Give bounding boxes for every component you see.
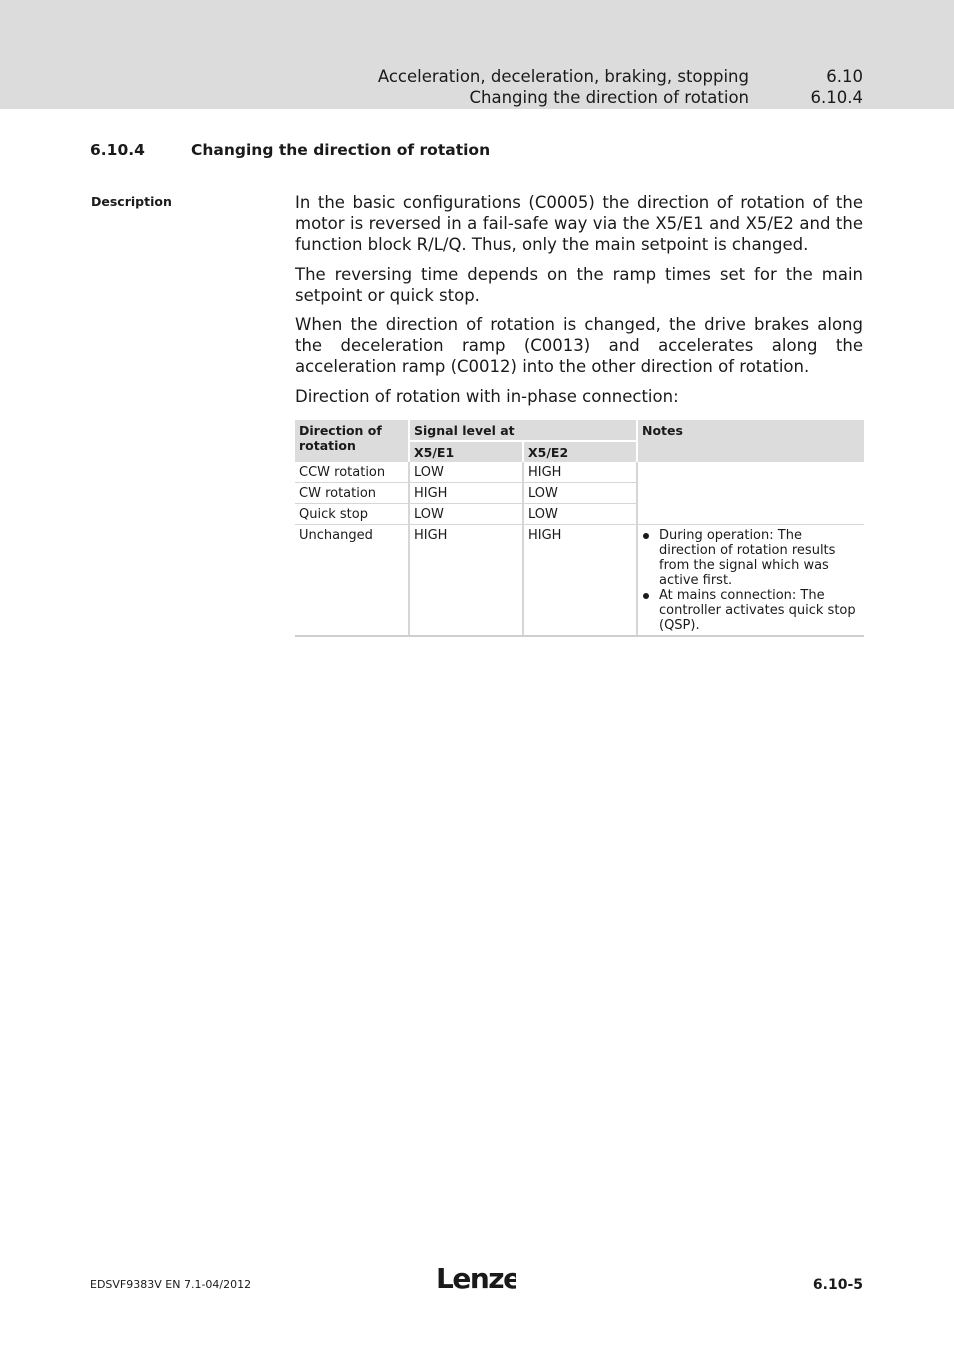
note-text: During operation: The direction of rotation results from the signal which was active first.	[659, 528, 836, 588]
cell-x5e2: HIGH	[523, 525, 637, 637]
bullet-icon	[643, 593, 649, 599]
header-section-number: 6.10.4	[810, 88, 863, 107]
cell-direction: CW rotation	[295, 483, 409, 504]
header-section-title: Changing the direction of rotation	[469, 88, 749, 107]
lenze-logo	[436, 1262, 516, 1296]
cell-notes-empty	[637, 462, 864, 525]
section-number: 6.10.4	[90, 141, 145, 159]
header-x5e1: X5/E1	[409, 441, 523, 462]
header-x5e2: X5/E2	[523, 441, 637, 462]
header-chapter-title: Acceleration, deceleration, braking, stopping	[377, 67, 749, 86]
note-text: At mains connection: The controller activates quick stop (QSP).	[659, 588, 856, 633]
cell-direction: Quick stop	[295, 504, 409, 525]
cell-notes	[637, 525, 864, 637]
paragraph-intro: In the basic configurations (C0005) the direction of rotation of the motor is reversed in a fail-safe way via the X5/E1 and X5/E2 and the function block R/L/Q. Thus, only the main setpoint is changed.	[295, 193, 863, 254]
header-notes: Notes	[637, 420, 864, 462]
header-signal-level: Signal level at	[409, 420, 637, 441]
cell-x5e1: HIGH	[409, 525, 523, 637]
cell-x5e2: LOW	[523, 504, 637, 525]
header-chapter-number: 6.10	[826, 67, 863, 86]
cell-x5e2: HIGH	[523, 462, 637, 483]
list-item	[642, 528, 860, 588]
table-row	[295, 525, 864, 637]
cell-direction: CCW rotation	[295, 462, 409, 483]
paragraph-table-caption: Direction of rotation with in-phase connection:	[295, 387, 679, 406]
paragraph-direction-change: When the direction of rotation is changed, the drive brakes along the deceleration ramp (C0013) and accelerates along the acceleration ramp (C0012) into the other direction of rotation.	[295, 315, 863, 376]
list-item	[642, 588, 860, 633]
footer-page-number: 6.10-5	[812, 1277, 863, 1293]
cell-x5e2: LOW	[523, 483, 637, 504]
cell-direction: Unchanged	[295, 525, 409, 637]
bullet-icon	[643, 533, 649, 539]
cell-x5e1: LOW	[409, 504, 523, 525]
paragraph-reversing-time: The reversing time depends on the ramp times set for the main setpoint or quick stop.	[295, 265, 863, 305]
margin-label-description: Description	[91, 194, 172, 209]
cell-x5e1: LOW	[409, 462, 523, 483]
page-header-band	[0, 0, 954, 109]
header-direction: Direction of rotation	[295, 420, 409, 462]
cell-x5e1: HIGH	[409, 483, 523, 504]
footer-document-id: EDSVF9383V EN 7.1-04/2012	[90, 1278, 252, 1291]
signal-level-table	[295, 420, 864, 637]
section-title: Changing the direction of rotation	[191, 141, 491, 159]
logo-text: Lenze	[436, 1262, 516, 1292]
notes-list	[642, 528, 860, 633]
table-row	[295, 462, 864, 483]
